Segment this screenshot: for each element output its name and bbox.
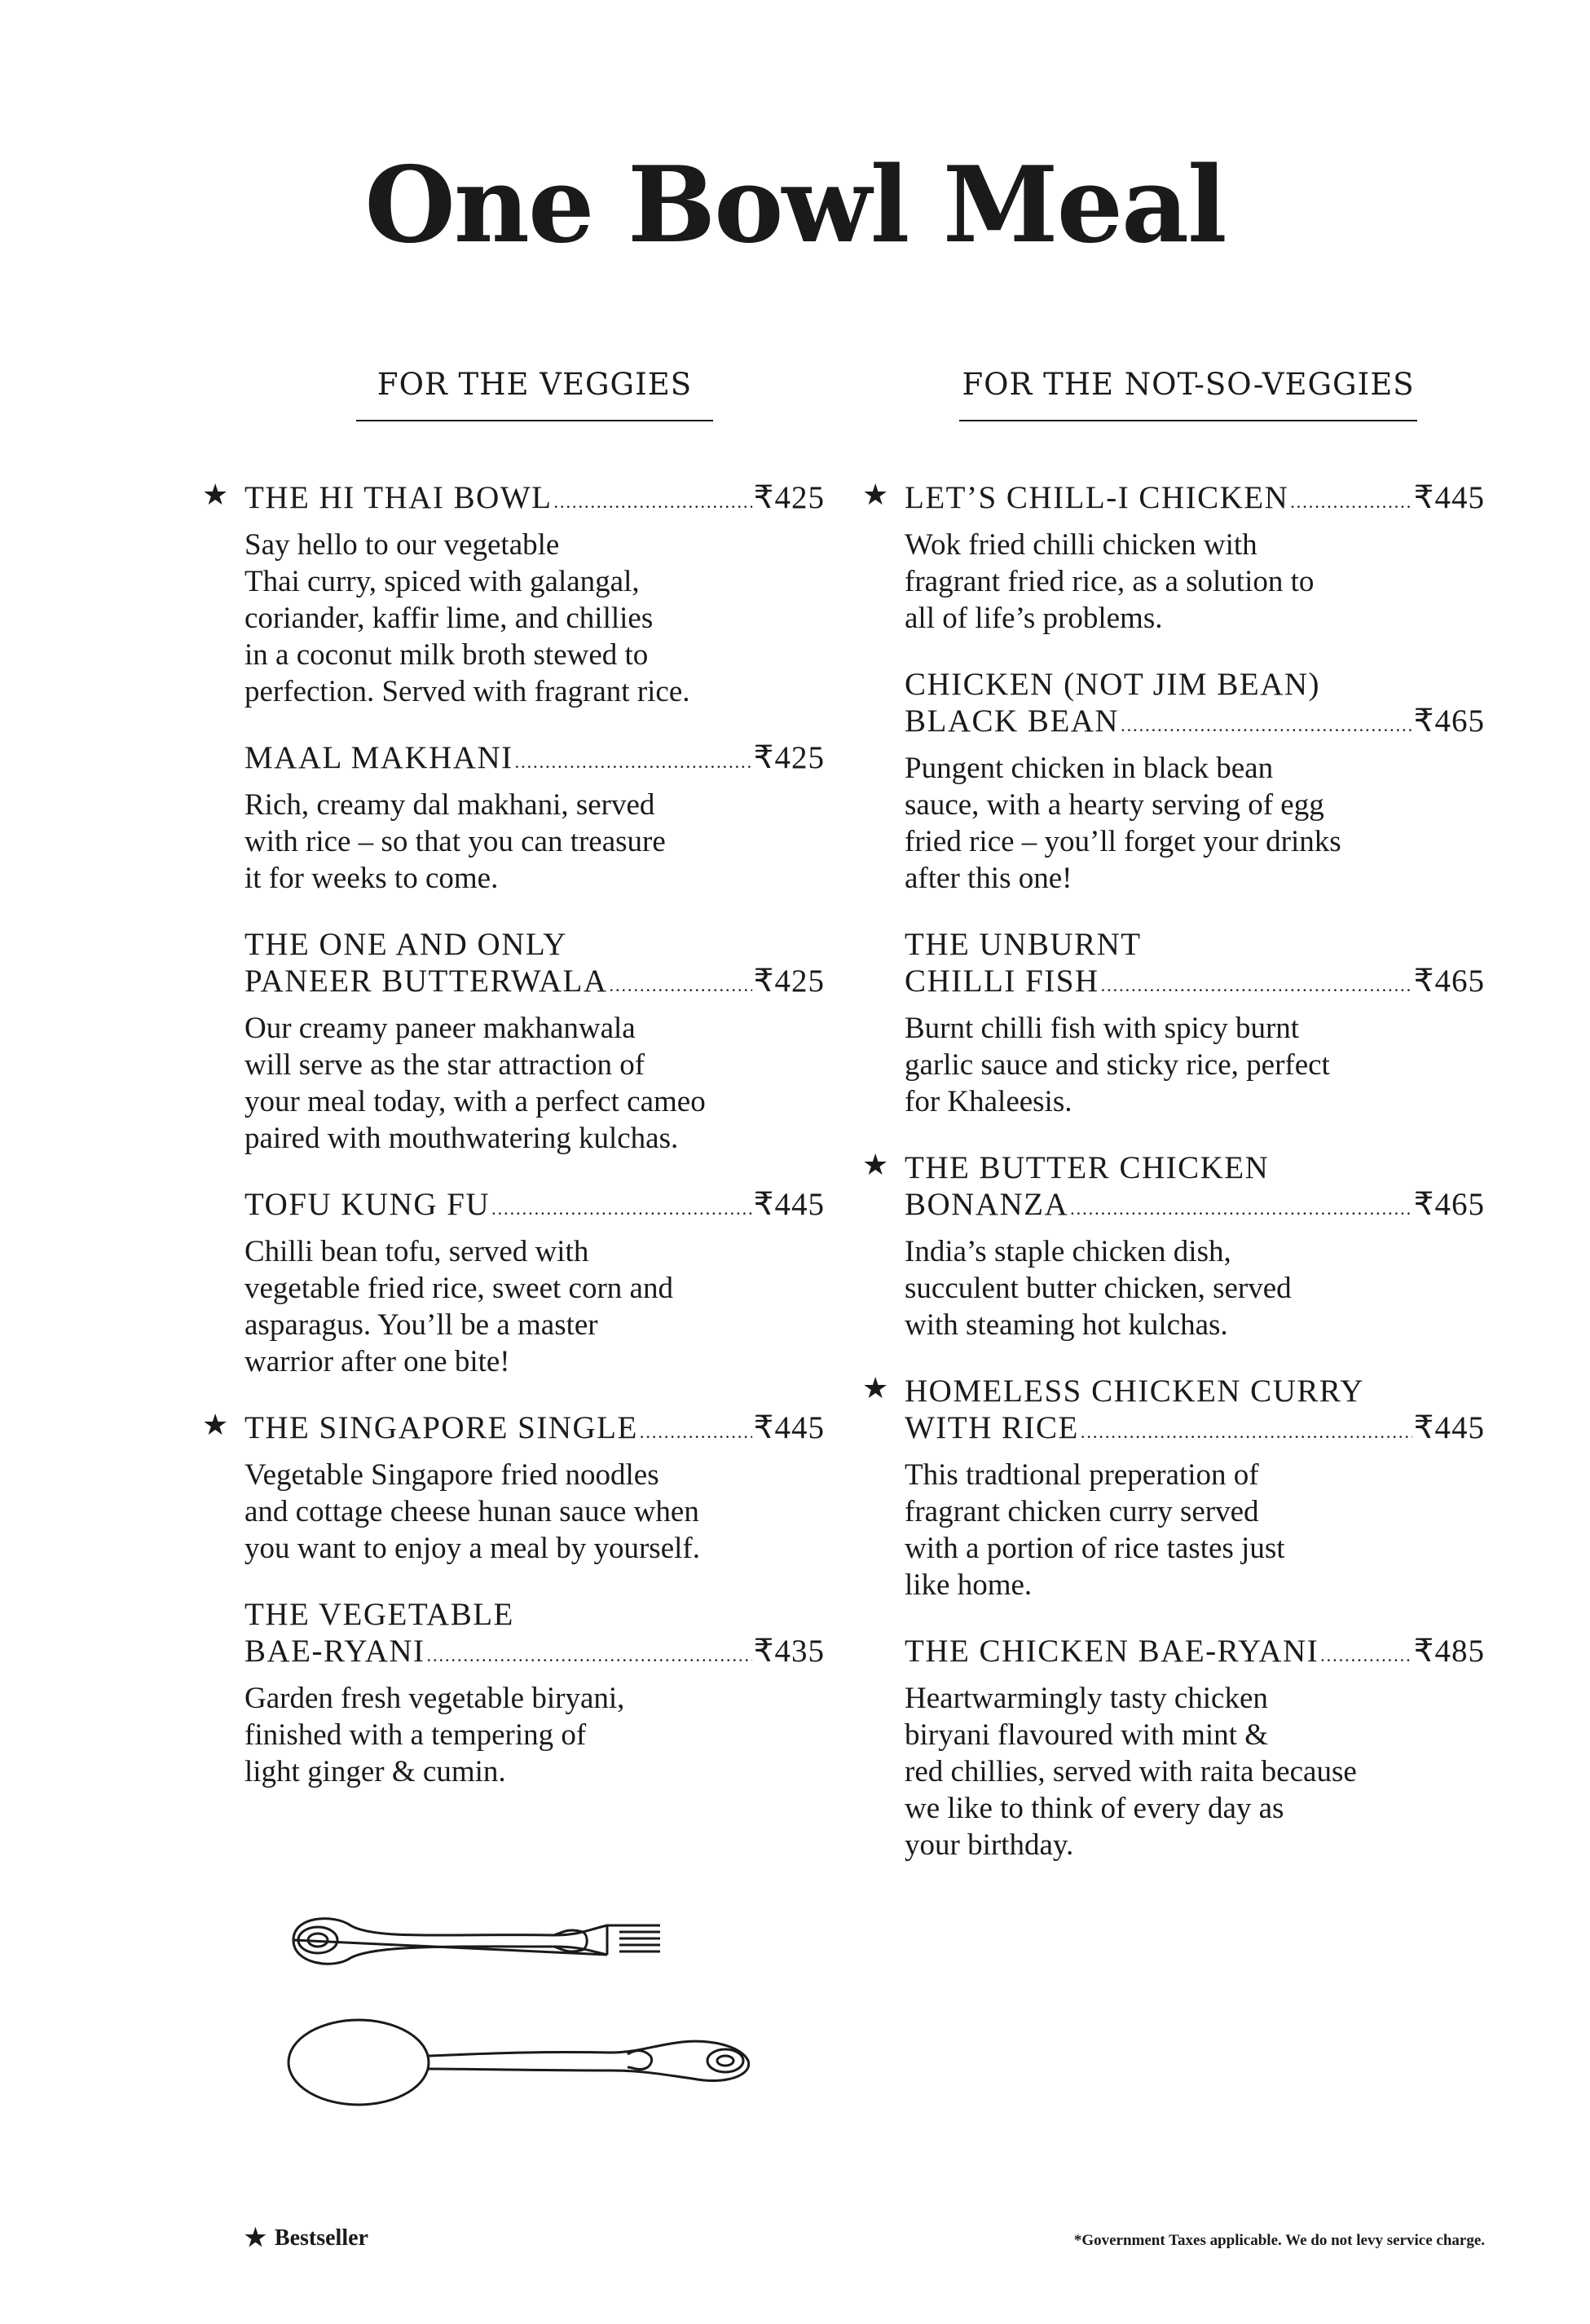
menu-item <box>905 1633 1485 1863</box>
menu-item-heading <box>244 739 825 780</box>
menu-item-name: THE VEGETABLE <box>244 1597 514 1632</box>
spoon-icon <box>288 2020 749 2105</box>
star-icon: ★ <box>862 1149 889 1182</box>
menu-item-price: ₹425 <box>753 964 825 999</box>
star-icon: ★ <box>862 1372 889 1405</box>
menu-item <box>862 1149 1485 1343</box>
menu-item-name: THE SINGAPORE SINGLE <box>244 1410 638 1445</box>
menu-item-name: CHILLI FISH <box>905 964 1099 999</box>
dot-leader <box>427 1637 752 1674</box>
dot-leader <box>610 967 752 1003</box>
dot-leader <box>1101 967 1412 1003</box>
menu-item-heading <box>244 479 825 520</box>
menu-item-description: Say hello to our vegetable Thai curry, spiced with galangal, coriander, kaffir lime, and chillies in a coconut milk broth stewed to perfection. Served with fragrant rice. <box>244 528 690 708</box>
menu-item-name: PANEER BUTTERWALA <box>244 964 608 999</box>
menu-item-description: Burnt chilli fish with spicy burnt garlic sauce and sticky rice, perfect for Khaleesis. <box>905 1012 1330 1118</box>
non-veggies-header: FOR THE NOT-SO-VEGGIES <box>959 367 1417 421</box>
star-icon: ★ <box>202 1409 229 1442</box>
menu-item-description: Heartwarmingly tasty chicken biryani flavoured with mint & red chillies, served with raita because we like to think of every day as your birthday. <box>905 1682 1357 1862</box>
menu-item <box>862 478 1485 637</box>
menu-item-name: WITH RICE <box>905 1410 1079 1445</box>
menu-item-description: Wok fried chilli chicken with fragrant fried rice, as a solution to all of life’s problems. <box>905 528 1315 635</box>
dot-leader <box>640 1413 752 1450</box>
dot-leader <box>1070 1190 1412 1227</box>
menu-item-heading <box>905 1633 1485 1674</box>
menu-item <box>244 1186 825 1380</box>
star-icon: ★ <box>202 478 229 512</box>
menu-item <box>905 666 1485 897</box>
bestseller-legend <box>244 2224 368 2252</box>
menu-item-name: THE CHICKEN BAE-RYANI <box>905 1634 1319 1669</box>
menu-item-price: ₹465 <box>1413 703 1485 739</box>
dot-leader <box>491 1190 752 1227</box>
cutlery-illustration <box>285 1883 782 2119</box>
menu-item <box>244 1596 825 1790</box>
menu-item-price: ₹445 <box>753 1187 825 1222</box>
menu-item <box>244 739 825 897</box>
menu-item-description: India’s staple chicken dish, succulent butter chicken, served with steaming hot kulchas. <box>905 1235 1292 1342</box>
dot-leader <box>553 483 751 520</box>
menu-item-name: THE UNBURNT <box>905 927 1142 962</box>
menu-item-name: BLACK BEAN <box>905 703 1120 739</box>
menu-item-name: LET’S CHILL-I CHICKEN <box>905 480 1289 515</box>
menu-item-name: THE HI THAI BOWL <box>244 480 553 515</box>
dot-leader <box>1121 707 1412 743</box>
fork-icon <box>293 1919 660 1965</box>
menu-item-heading <box>244 1596 825 1674</box>
menu-item-description: Our creamy paneer makhanwala will serve as the star attraction of your meal today, with a perfect cameo paired with mouthwatering kulchas. <box>244 1012 706 1155</box>
veggies-header: FOR THE VEGGIES <box>356 367 713 421</box>
menu-item-name: CHICKEN (NOT JIM BEAN) <box>905 667 1321 702</box>
menu-item-price: ₹435 <box>753 1634 825 1669</box>
menu-item-description: This tradtional preperation of fragrant chicken curry served with a portion of rice tastes just like home. <box>905 1458 1285 1602</box>
menu-item-price: ₹445 <box>1413 480 1485 515</box>
dot-leader <box>1320 1637 1412 1674</box>
veggies-menu-list <box>202 478 825 1819</box>
dot-leader <box>1081 1413 1412 1450</box>
menu-item-name: BAE-RYANI <box>244 1634 425 1669</box>
menu-item <box>862 1372 1485 1603</box>
menu-item-price: ₹425 <box>753 480 825 515</box>
page-title: One Bowl Meal <box>364 144 1226 267</box>
menu-item <box>202 478 825 710</box>
tax-note: *Government Taxes applicable. We do not levy service charge. <box>1073 2232 1485 2249</box>
menu-item-heading <box>905 926 1485 1003</box>
menu-item-heading <box>244 926 825 1003</box>
legend-label: Bestseller <box>274 2225 368 2251</box>
menu-item-price: ₹485 <box>1413 1634 1485 1669</box>
menu-item-description: Rich, creamy dal makhani, served with rice – so that you can treasure it for weeks to come. <box>244 788 666 895</box>
menu-item-heading <box>905 479 1485 520</box>
menu-item-price: ₹445 <box>1413 1410 1485 1445</box>
menu-item-heading <box>244 1186 825 1227</box>
menu-item-name: HOMELESS CHICKEN CURRY <box>905 1374 1364 1409</box>
menu-item-name: MAAL MAKHANI <box>244 740 513 775</box>
menu-item-description: Garden fresh vegetable biryani, finished with a tempering of light ginger & cumin. <box>244 1682 625 1788</box>
non-veggies-menu-list <box>862 478 1485 1893</box>
menu-item-heading <box>905 1149 1485 1227</box>
dot-leader <box>1290 483 1412 520</box>
menu-item-name: TOFU KUNG FU <box>244 1187 491 1222</box>
menu-item <box>244 926 825 1157</box>
menu-item-price: ₹465 <box>1413 964 1485 999</box>
menu-item-description: Vegetable Singapore fried noodles and cottage cheese hunan sauce when you want to enjoy a meal by yourself. <box>244 1458 700 1565</box>
dot-leader <box>515 743 752 780</box>
menu-item <box>202 1409 825 1567</box>
menu-item <box>905 926 1485 1120</box>
star-icon: ★ <box>244 2225 266 2251</box>
menu-item-description: Chilli bean tofu, served with vegetable fried rice, sweet corn and asparagus. You’ll be a master warrior after one bite! <box>244 1235 673 1378</box>
menu-item-price: ₹465 <box>1413 1187 1485 1222</box>
menu-item-price: ₹445 <box>753 1410 825 1445</box>
menu-item-price: ₹425 <box>753 740 825 775</box>
menu-item-heading <box>905 1373 1485 1450</box>
star-icon: ★ <box>862 478 889 512</box>
menu-item-description: Pungent chicken in black bean sauce, with a hearty serving of egg fried rice – you’ll forget your drinks after this one! <box>905 752 1341 895</box>
menu-item-heading <box>905 666 1485 743</box>
menu-item-name: THE BUTTER CHICKEN <box>905 1150 1270 1185</box>
menu-item-heading <box>244 1409 825 1450</box>
menu-item-name: THE ONE AND ONLY <box>244 927 567 962</box>
menu-item-name: BONANZA <box>905 1187 1069 1222</box>
